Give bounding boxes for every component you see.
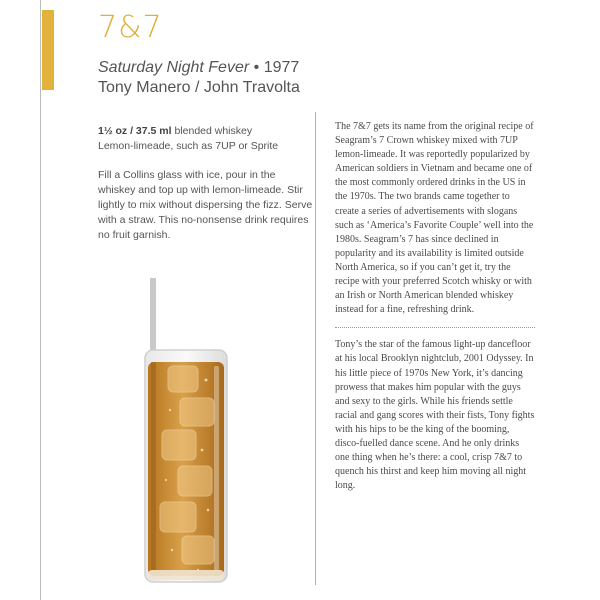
straw-submerged bbox=[151, 362, 156, 572]
ingredient-1 bbox=[98, 124, 313, 139]
dotted-separator bbox=[335, 327, 535, 328]
story-paragraph: Tony’s the star of the famous light-up dancefloor at his local Brooklyn nightclub, 2001 Odyssey. In his little piece of 1970s New York, it’s dancing prowess that makes him popular with the guys and sexy to the girls. While his friends settle racial and gang scores with their fists, Tony fights with his hips to be the king of the booming, disco-fuelled dance scene. And he only drinks one thing when he’s there: a cool, crisp 7&7 to quench his thirst and keep him moving all night long. bbox=[335, 339, 535, 492]
history-paragraph: The 7&7 gets its name from the original recipe of Seagram’s 7 Crown whiskey mixed with 7UP lemon-limeade. It was reportedly popularized by American soldiers in Vietnam and became one of the most commonly ordered drinks in the US in the 1970s. The two brands came together to create a series of advertisements with slogans such as ‘America’s Favorite Couple’ well into the 1980s. Seagram’s 7 has since declined in popularity and its availability is limited outside North America, so if you can’t get it, try the recipe with your preferred Scotch whisky or with an Irish or North American blended whiskey instead for a fine, refreshing drink. bbox=[335, 121, 534, 316]
movie-title: Saturday Night Fever bbox=[98, 59, 250, 76]
column-divider bbox=[315, 112, 316, 585]
ingredient-1-amount: 1½ oz / 37.5 ml bbox=[98, 125, 172, 137]
ingredients bbox=[98, 124, 313, 154]
method-text: Fill a Collins glass with ice, pour in the whiskey and top up with lemon-limeade. Stir lightly to mix without dispersing the fizz. Serve with a straw. This no-nonsense drink requires no fruit garnish. bbox=[98, 169, 313, 241]
ice-cube bbox=[180, 398, 214, 426]
ice-cube bbox=[160, 502, 196, 532]
ice-cube bbox=[178, 466, 212, 496]
ingredient-2: Lemon-limeade, such as 7UP or Sprite bbox=[98, 140, 279, 152]
page-edge bbox=[40, 0, 41, 600]
drink-title: 7&7 bbox=[98, 10, 163, 45]
subtitle-block bbox=[98, 58, 300, 98]
movie-line bbox=[98, 58, 300, 78]
ice-cube bbox=[182, 536, 214, 564]
collins-glass-icon bbox=[110, 270, 250, 590]
ingredient-1-text: blended whiskey bbox=[171, 125, 253, 137]
bullet-separator: • bbox=[253, 59, 260, 76]
ice-cube bbox=[168, 366, 198, 392]
ice-cube bbox=[162, 430, 196, 460]
character-line: Tony Manero / John Travolta bbox=[98, 79, 300, 96]
right-column bbox=[335, 120, 535, 493]
movie-year: 1977 bbox=[263, 59, 300, 76]
title-accent-bar bbox=[42, 10, 54, 90]
